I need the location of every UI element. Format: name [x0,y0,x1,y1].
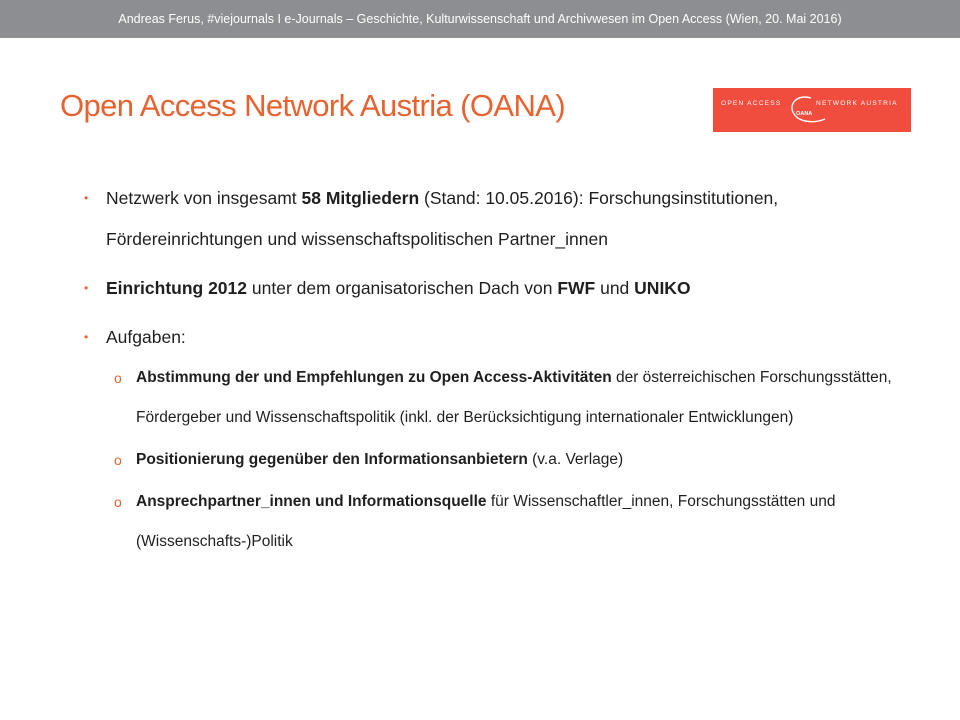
task-bold: Abstimmung der und Empfehlungen zu Open Access-Aktivitäten [136,369,612,386]
task-text: (v.a. Verlage) [527,451,624,468]
task-item [84,482,904,562]
task-list [84,358,904,562]
bullet-text: Aufgaben: [106,327,186,347]
sub-bullet-marker: o [114,370,122,386]
bullet-bold: 58 Mitgliedern [301,188,420,208]
logo-center-text: OANA [796,111,813,117]
bullet-marker: • [84,281,89,295]
oana-logo-graphic [713,88,911,132]
logo-right-text: NETWORK AUSTRIA [816,100,898,107]
bullet-members [84,178,904,260]
bullet-marker: • [84,330,89,344]
bullet-text: Netzwerk von insgesamt [106,188,302,208]
bullet-bold: Einrichtung 2012 [106,278,248,298]
task-item [84,440,904,480]
bullet-text: und [595,278,635,298]
oana-logo [713,88,911,132]
logo-left-text: OPEN ACCESS [721,100,782,107]
task-text: für Wissenschaftler_innen, Forschungsstätten und (Wissenschafts-)Politik [136,493,836,550]
bullet-tasks [84,317,904,358]
bullet-marker: • [84,191,89,205]
header-bar [0,0,960,38]
slide-title: Open Access Network Austria (OANA) [60,88,566,123]
task-bold: Ansprechpartner_innen und Informationsquelle [136,493,487,510]
bullet-founding [84,268,904,309]
sub-bullet-marker: o [114,494,122,510]
task-bold: Positionierung gegenüber den Informationsanbietern [136,451,528,468]
slide-content [84,178,904,562]
bullet-bold: UNIKO [634,278,691,298]
header-text: Andreas Ferus, #viejournals I e-Journals – Geschichte, Kulturwissenschaft und Archivwesen im Open Access (Wien, 20. Mai 2016) [118,12,842,26]
task-text: der österreichischen Forschungsstätten, Fördergeber und Wissenschaftspolitik (inkl. der Berücksichtigung internationaler Entwicklungen) [136,369,892,426]
bullet-bold: FWF [557,278,596,298]
bullet-text: unter dem organisatorischen Dach von [247,278,558,298]
sub-bullet-marker: o [114,452,122,468]
bullet-text: (Stand: 10.05.2016): Forschungsinstitutionen, Fördereinrichtungen und wissenschaftspolitischen Partner_innen [106,188,779,249]
task-item [84,358,904,438]
